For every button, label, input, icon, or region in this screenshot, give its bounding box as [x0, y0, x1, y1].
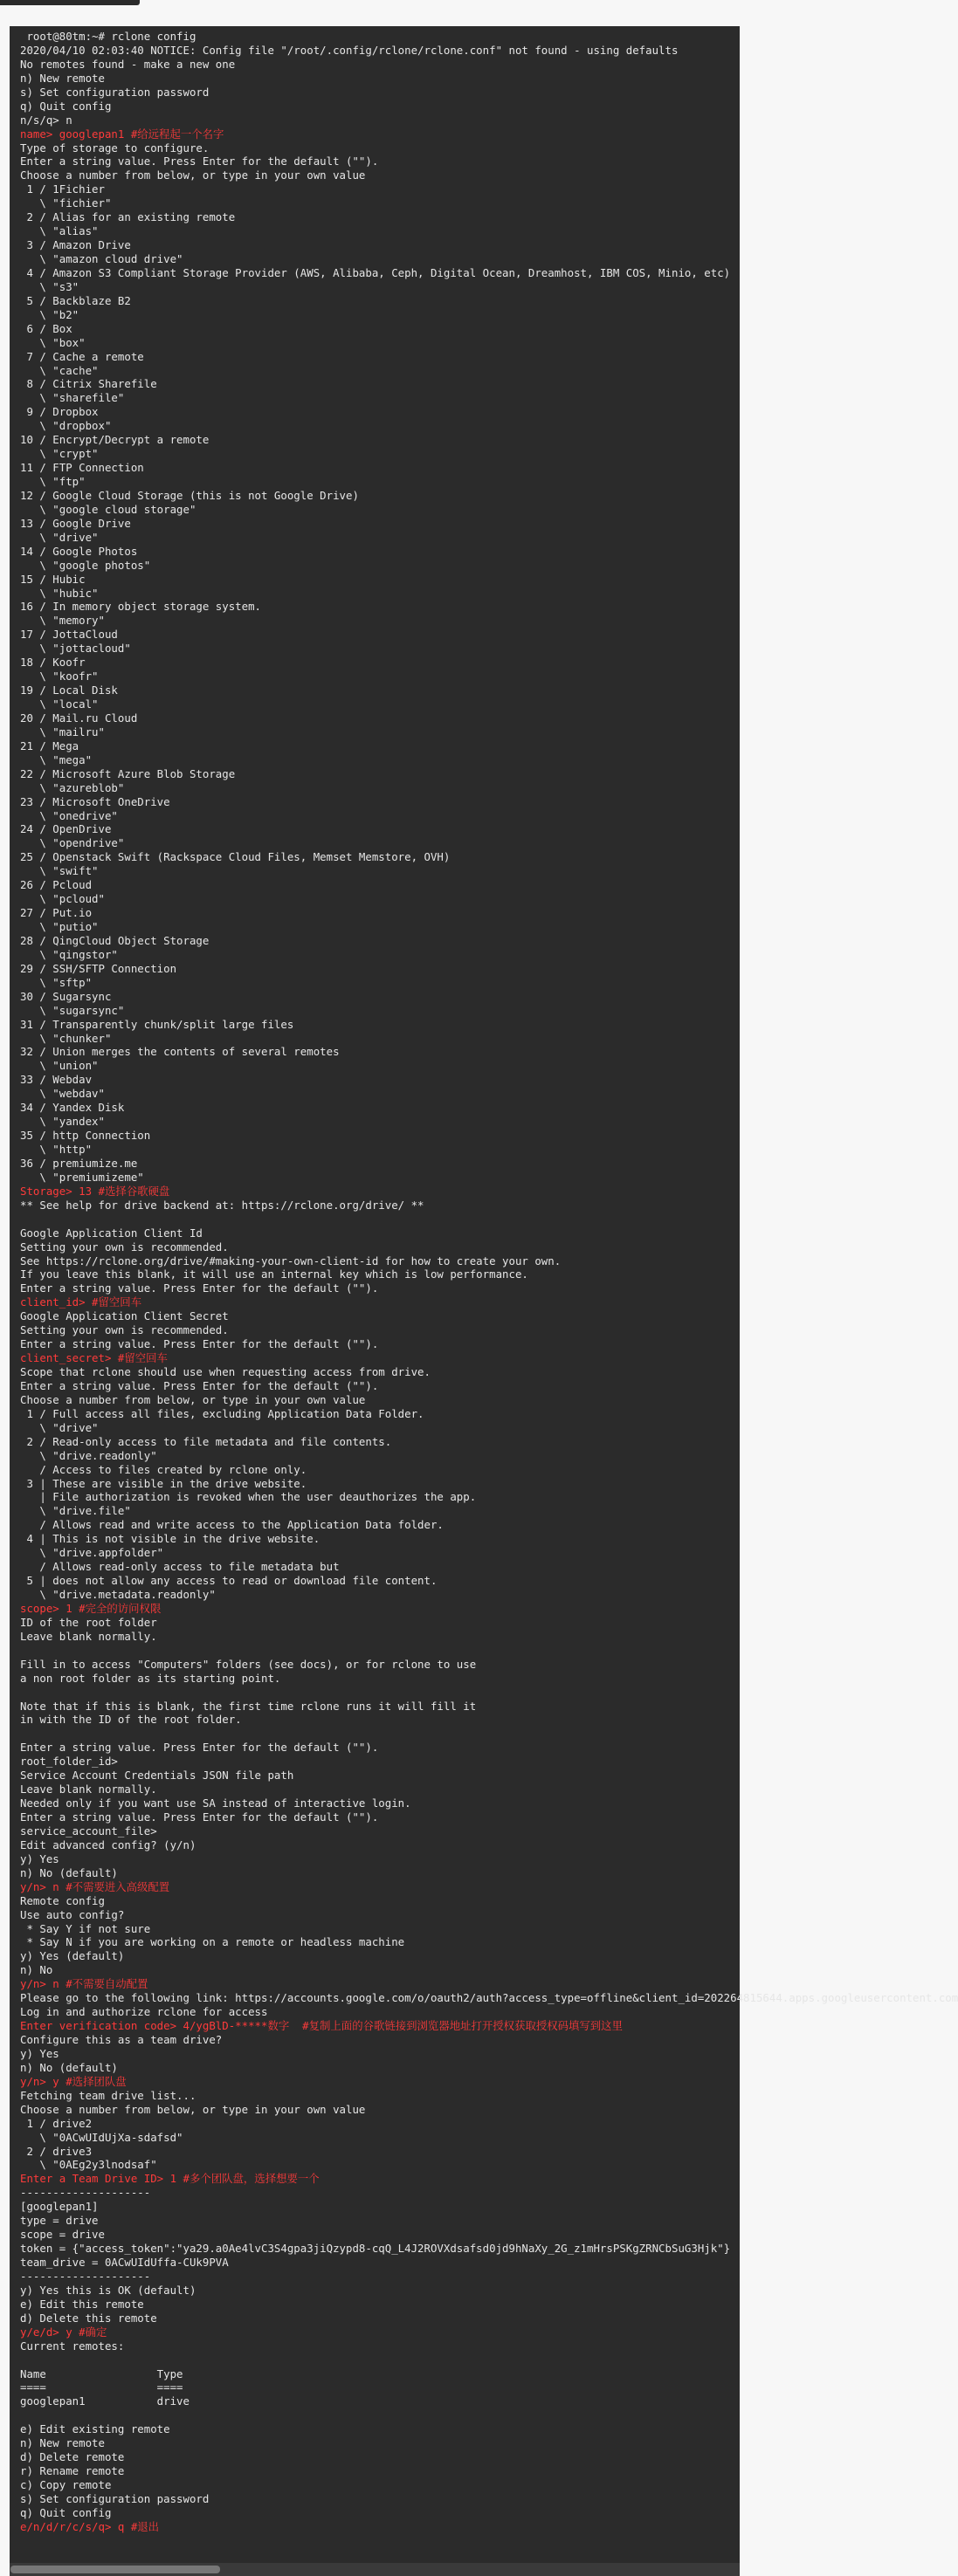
- terminal-line: googlepan1 drive: [20, 2394, 190, 2408]
- terminal-line: Google Application Client Secret: [20, 1309, 229, 1323]
- terminal-line: [20, 2353, 740, 2367]
- terminal-line: 31 / Transparently chunk/split large files: [20, 1017, 294, 1031]
- terminal-line: 32 / Union merges the contents of several remotes: [20, 1045, 340, 1059]
- terminal-line: \ "hubic": [20, 586, 99, 600]
- terminal-line: Google Application Client Id: [20, 1226, 203, 1240]
- terminal-line: 24 / OpenDrive: [20, 822, 112, 836]
- terminal-line: in with the ID of the root folder.: [20, 1713, 242, 1727]
- terminal-line: y) Yes: [20, 2046, 59, 2060]
- terminal-line: \ "0ACwUIdUjXa-sdafsd": [20, 2130, 183, 2144]
- terminal-line: [20, 1644, 740, 1658]
- terminal-line: Please go to the following link: https://accounts.google.com/o/oauth2/auth?access_type=offline&client_id=202264815644.apps.googleusercontent.com: [20, 1991, 958, 2005]
- terminal-line: \ "chunker": [20, 1031, 112, 1045]
- terminal-line: \ "alias": [20, 224, 99, 238]
- terminal-line: token = {"access_token":"ya29.a0Ae4lvC3S4gpa3jiQzypd8-cqQ_L4J2ROVXdsafsd0jd9hNaXy_2G_z1mHrsPSKgZRNCbSuG3Hjk"}: [20, 2242, 731, 2256]
- terminal-line: Setting your own is recommended.: [20, 1240, 229, 1254]
- annotated-input-line: y/n> n #不需要自动配置: [20, 1977, 148, 1991]
- terminal-line: n) No (default): [20, 2060, 118, 2074]
- terminal-line: \ "drive": [20, 530, 99, 544]
- terminal-line: Note that if this is blank, the first time rclone runs it will fill it: [20, 1699, 477, 1713]
- terminal-line: \ "b2": [20, 307, 79, 321]
- terminal-line: 16 / In memory object storage system.: [20, 600, 262, 614]
- terminal-line: e) Edit this remote: [20, 2297, 144, 2311]
- terminal-line: 11 / FTP Connection: [20, 461, 144, 475]
- terminal-line: \ "google cloud storage": [20, 502, 196, 516]
- terminal-line: 12 / Google Cloud Storage (this is not Google Drive): [20, 488, 359, 502]
- terminal-line: Enter a string value. Press Enter for the default ("").: [20, 1810, 379, 1824]
- terminal-line: Configure this as a team drive?: [20, 2033, 223, 2046]
- terminal-line: \ "drive.metadata.readonly": [20, 1588, 216, 1601]
- terminal-line: Enter a string value. Press Enter for the default ("").: [20, 1378, 379, 1392]
- terminal-line: 4 | This is not visible in the drive website.: [20, 1532, 320, 1546]
- terminal-line: Use auto config?: [20, 1907, 125, 1921]
- terminal-line: \ "onedrive": [20, 808, 118, 822]
- terminal-line: c) Copy remote: [20, 2478, 112, 2491]
- annotated-input-line: y/n> y #选择团队盘: [20, 2074, 127, 2088]
- terminal-line: \ "drive": [20, 1420, 99, 1434]
- terminal-line: Leave blank normally.: [20, 1783, 157, 1796]
- annotated-input-line: y/e/d> y #确定: [20, 2325, 107, 2339]
- terminal-line: 2 / Read-only access to file metadata and file contents.: [20, 1434, 392, 1448]
- terminal-line: q) Quit config: [20, 2505, 112, 2519]
- terminal-line: \ "premiumizeme": [20, 1170, 144, 1184]
- terminal-line: y) Yes this is OK (default): [20, 2283, 196, 2297]
- terminal-line: \ "drive.file": [20, 1504, 131, 1518]
- terminal-line: \ "dropbox": [20, 419, 112, 433]
- terminal-line: n) No (default): [20, 1865, 118, 1879]
- terminal-line: 1 / drive2: [20, 2116, 93, 2130]
- terminal-line: \ "koofr": [20, 670, 99, 683]
- terminal-line: \ "yandex": [20, 1115, 105, 1129]
- terminal-line: \ "azureblob": [20, 780, 125, 794]
- terminal-line: Remote config: [20, 1893, 105, 1907]
- terminal-line: 28 / QingCloud Object Storage: [20, 933, 210, 947]
- terminal-line: 9 / Dropbox: [20, 405, 99, 419]
- terminal-line: \ "sharefile": [20, 391, 125, 405]
- annotated-input-line: scope> 1 #完全的访问权限: [20, 1601, 162, 1615]
- terminal-line: Choose a number from below, or type in your own value: [20, 168, 366, 182]
- terminal-line: * Say Y if not sure: [20, 1921, 151, 1935]
- terminal-line: Enter a string value. Press Enter for the default ("").: [20, 155, 379, 168]
- terminal-line: 4 / Amazon S3 Compliant Storage Provider (AWS, Alibaba, Ceph, Digital Ocean, Dreamhost, IBM COS, Minio, etc): [20, 265, 731, 279]
- terminal-line: root_folder_id>: [20, 1755, 118, 1769]
- terminal-line: --------------------: [20, 2269, 151, 2283]
- terminal-line: [20, 1212, 740, 1226]
- annotated-input-line: client_id> #留空回车: [20, 1295, 142, 1309]
- terminal-line: Choose a number from below, or type in your own value: [20, 1392, 366, 1406]
- terminal-line: ** See help for drive backend at: https://rclone.org/drive/ **: [20, 1198, 424, 1212]
- terminal-line: Type of storage to configure.: [20, 141, 210, 155]
- terminal-line: 10 / Encrypt/Decrypt a remote: [20, 433, 210, 447]
- terminal-line: \ "google photos": [20, 558, 151, 572]
- terminal-line: Service Account Credentials JSON file path: [20, 1769, 294, 1783]
- terminal-line: \ "sftp": [20, 975, 93, 989]
- terminal-line: 35 / http Connection: [20, 1129, 151, 1143]
- terminal-line: service_account_file>: [20, 1824, 157, 1838]
- annotated-input-line: e/n/d/r/c/s/q> q #退出: [20, 2519, 160, 2533]
- terminal-line: Fetching team drive list...: [20, 2088, 196, 2102]
- terminal-line: s) Set configuration password: [20, 2491, 210, 2505]
- terminal-line: 14 / Google Photos: [20, 544, 138, 558]
- terminal-line: \ "0AEg2y3lnodsaf": [20, 2158, 157, 2172]
- terminal-line: [20, 2408, 740, 2422]
- terminal-line: \ "opendrive": [20, 836, 125, 850]
- terminal-line: \ "http": [20, 1143, 93, 1156]
- terminal-line: 30 / Sugarsync: [20, 989, 112, 1003]
- terminal-line: 2 / Alias for an existing remote: [20, 210, 236, 224]
- annotated-input-line: Enter verification code> 4/ygBlD-*****数字 #复制上面的谷歌链接到浏览器地址打开授权获取授权码填写到这里: [20, 2019, 623, 2033]
- terminal-line: [20, 1727, 740, 1741]
- terminal-line: \ "webdav": [20, 1087, 105, 1101]
- terminal-line: \ "mega": [20, 752, 93, 766]
- previous-block-edge: [0, 0, 140, 5]
- terminal-line: * Say N if you are working on a remote or headless machine: [20, 1935, 405, 1949]
- terminal-line: 2 / drive3: [20, 2144, 93, 2158]
- terminal-line: root@80tm:~# rclone config: [20, 30, 196, 43]
- terminal-line: Needed only if you want use SA instead of interactive login.: [20, 1796, 411, 1810]
- terminal-line: 7 / Cache a remote: [20, 349, 144, 363]
- terminal-line: n) New remote: [20, 2436, 105, 2450]
- terminal-line: 33 / Webdav: [20, 1073, 93, 1087]
- scrollbar-thumb[interactable]: [10, 2566, 220, 2573]
- terminal-line: Scope that rclone should use when requesting access from drive.: [20, 1365, 431, 1378]
- terminal-line: \ "fichier": [20, 196, 112, 210]
- terminal-line: Current remotes:: [20, 2339, 125, 2353]
- terminal-line: q) Quit config: [20, 99, 112, 113]
- terminal-line: / Access to files created by rclone only.: [20, 1462, 307, 1476]
- terminal-line: d) Delete remote: [20, 2450, 125, 2464]
- terminal-line: \ "mailru": [20, 725, 105, 738]
- terminal-line: 3 | These are visible in the drive website.: [20, 1476, 307, 1490]
- terminal-line: n/s/q> n: [20, 113, 72, 127]
- terminal-line: \ "drive.appfolder": [20, 1546, 164, 1560]
- terminal-line: d) Delete this remote: [20, 2311, 157, 2325]
- terminal-line: 36 / premiumize.me: [20, 1156, 138, 1170]
- terminal-line: n) No: [20, 1963, 53, 1977]
- terminal-line: Log in and authorize rclone for access: [20, 2005, 268, 2019]
- terminal-line: 22 / Microsoft Azure Blob Storage: [20, 766, 236, 780]
- annotated-input-line: name> googlepan1 #给远程起一个名字: [20, 127, 224, 141]
- terminal-line: e) Edit existing remote: [20, 2422, 170, 2436]
- terminal-line: [googlepan1]: [20, 2200, 99, 2214]
- terminal-line: 8 / Citrix Sharefile: [20, 377, 157, 391]
- terminal-line: \ "union": [20, 1059, 99, 1073]
- terminal-line: \ "amazon cloud drive": [20, 252, 183, 265]
- terminal-line: Choose a number from below, or type in your own value: [20, 2102, 366, 2116]
- annotated-input-line: Storage> 13 #选择谷歌硬盘: [20, 1184, 170, 1198]
- terminal-line: \ "s3": [20, 279, 79, 293]
- terminal-line: Edit advanced config? (y/n): [20, 1838, 196, 1851]
- terminal-line: \ "pcloud": [20, 892, 105, 906]
- terminal-line: 5 | does not allow any access to read or download file content.: [20, 1574, 438, 1588]
- terminal-line: team_drive = 0ACwUIdUffa-CUk9PVA: [20, 2256, 229, 2269]
- terminal-line: Enter a string value. Press Enter for the default ("").: [20, 1741, 379, 1755]
- terminal-line: 25 / Openstack Swift (Rackspace Cloud Files, Memset Memstore, OVH): [20, 850, 451, 864]
- terminal-line: 34 / Yandex Disk: [20, 1101, 125, 1115]
- terminal-line: Leave blank normally.: [20, 1629, 157, 1643]
- terminal-line: 20 / Mail.ru Cloud: [20, 711, 138, 725]
- terminal-output: [10, 26, 958, 2563]
- terminal-line: Name Type: [20, 2366, 183, 2380]
- terminal-line: Enter a string value. Press Enter for the default ("").: [20, 1281, 379, 1295]
- terminal-line: | File authorization is revoked when the user deauthorizes the app.: [20, 1490, 477, 1504]
- terminal-line: \ "crypt": [20, 447, 99, 461]
- terminal-line: No remotes found - make a new one: [20, 57, 236, 71]
- terminal-line: 19 / Local Disk: [20, 683, 118, 697]
- terminal-line: scope = drive: [20, 2228, 105, 2242]
- terminal-line: 3 / Amazon Drive: [20, 238, 131, 252]
- terminal-line: ID of the root folder: [20, 1615, 157, 1629]
- terminal-line: \ "putio": [20, 920, 99, 933]
- terminal-line: 5 / Backblaze B2: [20, 293, 131, 307]
- terminal-line: \ "ftp": [20, 475, 86, 488]
- annotated-input-line: y/n> n #不需要进入高级配置: [20, 1879, 170, 1893]
- terminal-line: a non root folder as its starting point.: [20, 1671, 281, 1685]
- terminal-line: 2020/04/10 02:03:40 NOTICE: Config file "/root/.config/rclone/rclone.conf" not found - using defaults: [20, 43, 679, 57]
- terminal-line: Fill in to access "Computers" folders (see docs), or for rclone to use: [20, 1657, 477, 1671]
- terminal-line: 29 / SSH/SFTP Connection: [20, 961, 177, 975]
- terminal-line: 6 / Box: [20, 321, 72, 335]
- terminal-line: 13 / Google Drive: [20, 516, 131, 530]
- annotated-input-line: client_secret> #留空回车: [20, 1351, 168, 1365]
- terminal-line: \ "swift": [20, 864, 99, 878]
- terminal-line: [20, 1686, 740, 1700]
- terminal-line: y) Yes (default): [20, 1949, 125, 1963]
- terminal-line: 1 / 1Fichier: [20, 182, 105, 196]
- terminal-line: s) Set configuration password: [20, 85, 210, 99]
- annotated-input-line: Enter a Team Drive ID> 1 #多个团队盘，选择想要一个: [20, 2172, 320, 2186]
- terminal-line: 1 / Full access all files, excluding Application Data Folder.: [20, 1406, 424, 1420]
- terminal-line: ==== ====: [20, 2380, 183, 2394]
- terminal-line: \ "box": [20, 335, 86, 349]
- terminal-line: \ "cache": [20, 363, 99, 377]
- terminal-line: \ "sugarsync": [20, 1003, 125, 1017]
- terminal-line: type = drive: [20, 2214, 99, 2228]
- terminal-line: 26 / Pcloud: [20, 878, 93, 892]
- terminal-line: 27 / Put.io: [20, 906, 93, 920]
- terminal-line: See https://rclone.org/drive/#making-your-own-client-id for how to create your own.: [20, 1254, 562, 1267]
- terminal-line: \ "drive.readonly": [20, 1448, 157, 1462]
- terminal-line: 17 / JottaCloud: [20, 628, 118, 642]
- terminal-line: Setting your own is recommended.: [20, 1323, 229, 1337]
- terminal-line: 23 / Microsoft OneDrive: [20, 794, 170, 808]
- terminal-line: 15 / Hubic: [20, 572, 86, 586]
- terminal-line: \ "local": [20, 697, 99, 711]
- terminal-line: / Allows read-only access to file metadata but: [20, 1560, 340, 1574]
- terminal-line: n) New remote: [20, 71, 105, 85]
- terminal-line: \ "jottacloud": [20, 642, 131, 656]
- terminal-line: \ "memory": [20, 614, 105, 628]
- terminal-line: y) Yes: [20, 1851, 59, 1865]
- terminal-line: / Allows read and write access to the Application Data folder.: [20, 1518, 444, 1532]
- terminal-line: Enter a string value. Press Enter for the default ("").: [20, 1337, 379, 1351]
- terminal-line: 21 / Mega: [20, 738, 79, 752]
- terminal-line: --------------------: [20, 2186, 151, 2200]
- terminal-line: r) Rename remote: [20, 2464, 125, 2478]
- terminal-line: If you leave this blank, it will use an internal key which is low performance.: [20, 1267, 528, 1281]
- terminal-line: \ "qingstor": [20, 947, 118, 961]
- top-strip: [0, 0, 740, 9]
- terminal-line: 18 / Koofr: [20, 656, 86, 670]
